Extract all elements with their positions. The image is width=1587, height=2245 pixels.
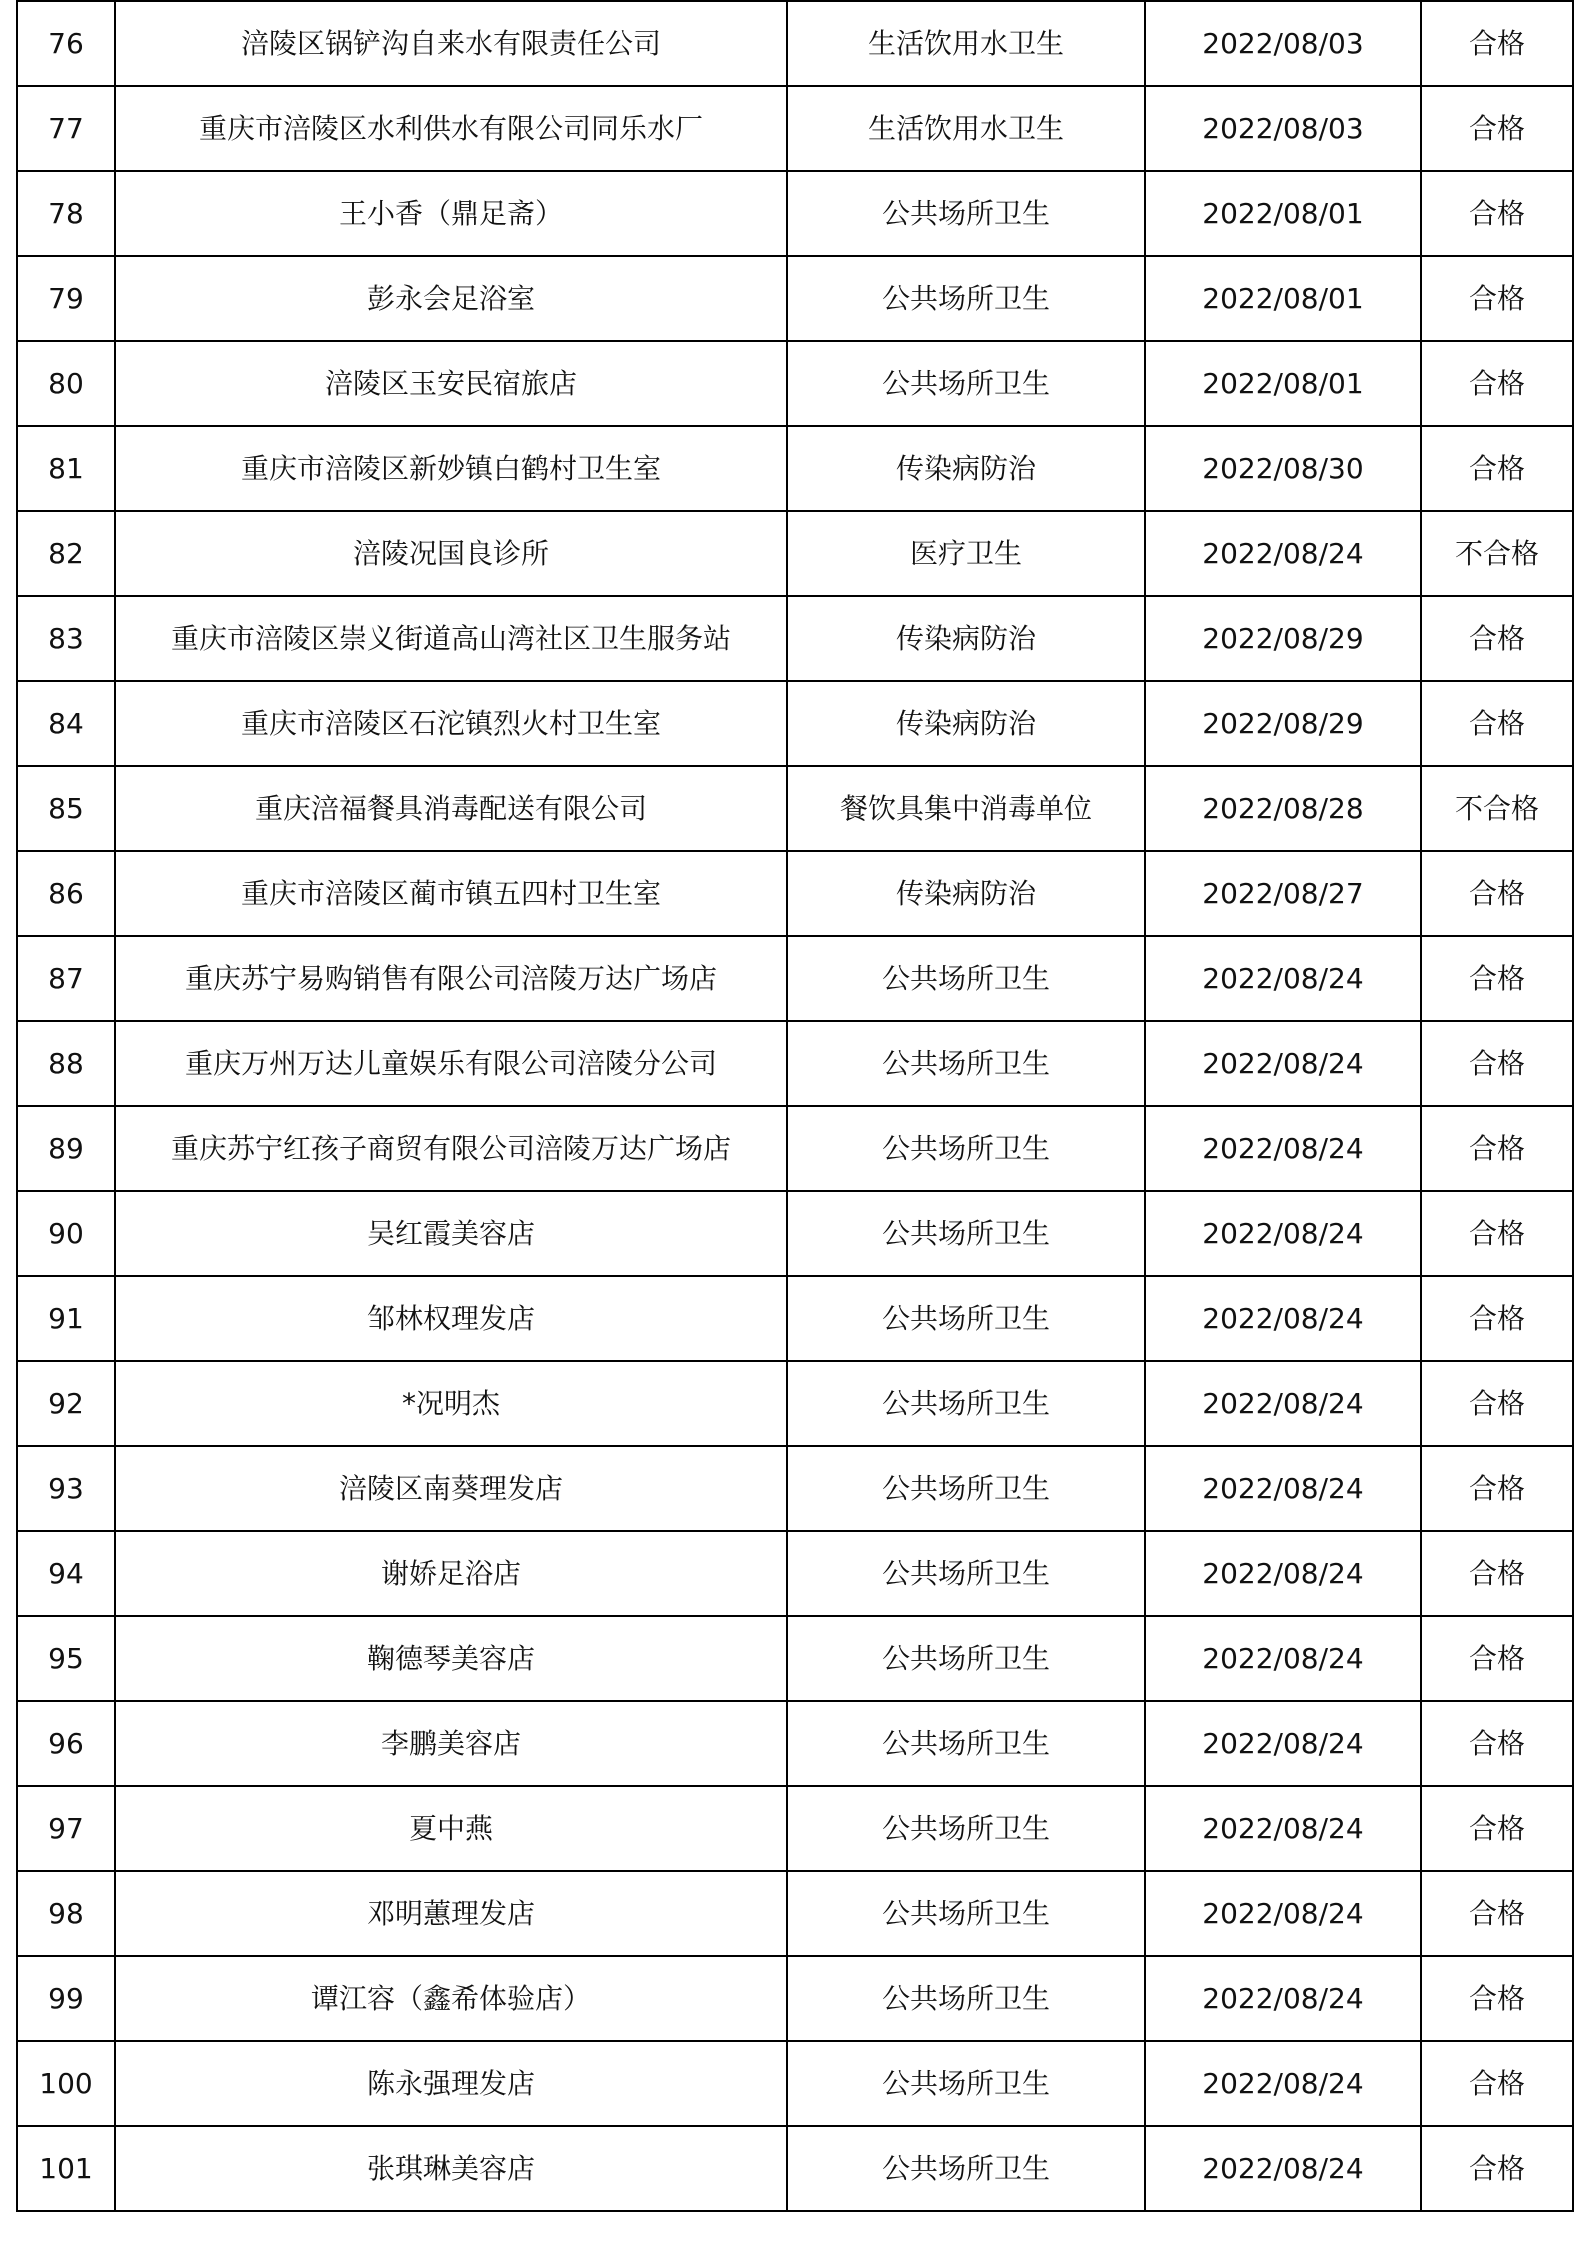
- inspection-date-cell: 2022/08/28: [1145, 766, 1421, 851]
- inspection-type-cell: 生活饮用水卫生: [787, 86, 1145, 171]
- inspection-type-cell: 餐饮具集中消毒单位: [787, 766, 1145, 851]
- table-row: [17, 256, 1573, 341]
- result-cell: 合格: [1421, 851, 1573, 936]
- inspection-type-cell: 公共场所卫生: [787, 1361, 1145, 1446]
- inspection-type-cell: 公共场所卫生: [787, 1531, 1145, 1616]
- table-row: [17, 681, 1573, 766]
- serial-number-cell: 88: [17, 1021, 115, 1106]
- unit-name-cell: 陈永强理发店: [115, 2041, 787, 2126]
- unit-name-cell: 重庆涪福餐具消毒配送有限公司: [115, 766, 787, 851]
- serial-number-cell: 101: [17, 2126, 115, 2211]
- inspection-type-cell: 公共场所卫生: [787, 1701, 1145, 1786]
- result-cell: 不合格: [1421, 766, 1573, 851]
- result-cell: 合格: [1421, 596, 1573, 681]
- inspection-type-cell: 公共场所卫生: [787, 2041, 1145, 2126]
- inspection-type-cell: 公共场所卫生: [787, 341, 1145, 426]
- result-cell: 合格: [1421, 1786, 1573, 1871]
- unit-name-cell: 吴红霞美容店: [115, 1191, 787, 1276]
- serial-number-cell: 84: [17, 681, 115, 766]
- table-row: [17, 1531, 1573, 1616]
- inspection-date-cell: 2022/08/30: [1145, 426, 1421, 511]
- unit-name-cell: 重庆市涪陵区蔺市镇五四村卫生室: [115, 851, 787, 936]
- inspection-date-cell: 2022/08/24: [1145, 1276, 1421, 1361]
- serial-number-cell: 79: [17, 256, 115, 341]
- table-row: [17, 1191, 1573, 1276]
- result-cell: 合格: [1421, 681, 1573, 766]
- table-row: [17, 936, 1573, 1021]
- inspection-date-cell: 2022/08/24: [1145, 1446, 1421, 1531]
- result-cell: 合格: [1421, 1276, 1573, 1361]
- serial-number-cell: 99: [17, 1956, 115, 2041]
- unit-name-cell: 邓明蕙理发店: [115, 1871, 787, 1956]
- table-row: [17, 341, 1573, 426]
- serial-number-cell: 95: [17, 1616, 115, 1701]
- document-page: [16, 0, 1572, 2212]
- table-row: [17, 1616, 1573, 1701]
- inspection-date-cell: 2022/08/29: [1145, 681, 1421, 766]
- table-row: [17, 2041, 1573, 2126]
- result-cell: 合格: [1421, 1191, 1573, 1276]
- unit-name-cell: 李鹏美容店: [115, 1701, 787, 1786]
- result-cell: 合格: [1421, 1, 1573, 86]
- inspection-type-cell: 公共场所卫生: [787, 1106, 1145, 1191]
- serial-number-cell: 92: [17, 1361, 115, 1446]
- inspection-date-cell: 2022/08/03: [1145, 86, 1421, 171]
- serial-number-cell: 80: [17, 341, 115, 426]
- result-cell: 合格: [1421, 1956, 1573, 2041]
- serial-number-cell: 98: [17, 1871, 115, 1956]
- serial-number-cell: 90: [17, 1191, 115, 1276]
- unit-name-cell: 谭江容（鑫希体验店）: [115, 1956, 787, 2041]
- unit-name-cell: 重庆万州万达儿童娱乐有限公司涪陵分公司: [115, 1021, 787, 1106]
- unit-name-cell: 张琪琳美容店: [115, 2126, 787, 2211]
- result-cell: 合格: [1421, 426, 1573, 511]
- inspection-date-cell: 2022/08/24: [1145, 1871, 1421, 1956]
- inspection-date-cell: 2022/08/24: [1145, 936, 1421, 1021]
- inspection-date-cell: 2022/08/24: [1145, 2041, 1421, 2126]
- serial-number-cell: 97: [17, 1786, 115, 1871]
- result-cell: 合格: [1421, 2126, 1573, 2211]
- unit-name-cell: 谢娇足浴店: [115, 1531, 787, 1616]
- unit-name-cell: 王小香（鼎足斋）: [115, 171, 787, 256]
- table-row: [17, 851, 1573, 936]
- unit-name-cell: 重庆市涪陵区水利供水有限公司同乐水厂: [115, 86, 787, 171]
- inspection-date-cell: 2022/08/24: [1145, 1191, 1421, 1276]
- table-row: [17, 1446, 1573, 1531]
- serial-number-cell: 93: [17, 1446, 115, 1531]
- inspection-date-cell: 2022/08/27: [1145, 851, 1421, 936]
- serial-number-cell: 76: [17, 1, 115, 86]
- inspection-type-cell: 公共场所卫生: [787, 936, 1145, 1021]
- inspection-type-cell: 公共场所卫生: [787, 1191, 1145, 1276]
- serial-number-cell: 86: [17, 851, 115, 936]
- table-row: [17, 1106, 1573, 1191]
- inspection-type-cell: 生活饮用水卫生: [787, 1, 1145, 86]
- table-row: [17, 1, 1573, 86]
- table-row: [17, 86, 1573, 171]
- result-cell: 合格: [1421, 1871, 1573, 1956]
- table-row: [17, 766, 1573, 851]
- unit-name-cell: 重庆苏宁红孩子商贸有限公司涪陵万达广场店: [115, 1106, 787, 1191]
- serial-number-cell: 89: [17, 1106, 115, 1191]
- result-cell: 合格: [1421, 1616, 1573, 1701]
- table-row: [17, 171, 1573, 256]
- inspection-type-cell: 传染病防治: [787, 426, 1145, 511]
- result-cell: 合格: [1421, 2041, 1573, 2126]
- inspection-date-cell: 2022/08/24: [1145, 1956, 1421, 2041]
- table-row: [17, 1871, 1573, 1956]
- inspection-date-cell: 2022/08/24: [1145, 1021, 1421, 1106]
- result-cell: 合格: [1421, 1021, 1573, 1106]
- inspection-type-cell: 公共场所卫生: [787, 1871, 1145, 1956]
- table-row: [17, 1701, 1573, 1786]
- inspection-type-cell: 公共场所卫生: [787, 1616, 1145, 1701]
- table-row: [17, 511, 1573, 596]
- result-cell: 合格: [1421, 86, 1573, 171]
- serial-number-cell: 100: [17, 2041, 115, 2126]
- inspection-type-cell: 公共场所卫生: [787, 1276, 1145, 1361]
- serial-number-cell: 83: [17, 596, 115, 681]
- table-row: [17, 596, 1573, 681]
- inspection-type-cell: 公共场所卫生: [787, 1021, 1145, 1106]
- result-cell: 合格: [1421, 1106, 1573, 1191]
- inspection-type-cell: 公共场所卫生: [787, 1786, 1145, 1871]
- table-row: [17, 2126, 1573, 2211]
- serial-number-cell: 82: [17, 511, 115, 596]
- inspection-date-cell: 2022/08/01: [1145, 256, 1421, 341]
- inspection-date-cell: 2022/08/24: [1145, 1786, 1421, 1871]
- inspection-date-cell: 2022/08/24: [1145, 1531, 1421, 1616]
- serial-number-cell: 87: [17, 936, 115, 1021]
- inspection-date-cell: 2022/08/01: [1145, 171, 1421, 256]
- inspection-type-cell: 医疗卫生: [787, 511, 1145, 596]
- table-body: [17, 1, 1573, 2211]
- unit-name-cell: 涪陵区玉安民宿旅店: [115, 341, 787, 426]
- serial-number-cell: 81: [17, 426, 115, 511]
- result-cell: 合格: [1421, 171, 1573, 256]
- inspection-results-table: [16, 0, 1574, 2212]
- table-row: [17, 1956, 1573, 2041]
- unit-name-cell: 重庆苏宁易购销售有限公司涪陵万达广场店: [115, 936, 787, 1021]
- inspection-date-cell: 2022/08/24: [1145, 2126, 1421, 2211]
- unit-name-cell: 重庆市涪陵区新妙镇白鹤村卫生室: [115, 426, 787, 511]
- unit-name-cell: *况明杰: [115, 1361, 787, 1446]
- unit-name-cell: 涪陵区南葵理发店: [115, 1446, 787, 1531]
- table-row: [17, 1361, 1573, 1446]
- result-cell: 合格: [1421, 1531, 1573, 1616]
- unit-name-cell: 重庆市涪陵区石沱镇烈火村卫生室: [115, 681, 787, 766]
- result-cell: 合格: [1421, 341, 1573, 426]
- serial-number-cell: 91: [17, 1276, 115, 1361]
- unit-name-cell: 鞠德琴美容店: [115, 1616, 787, 1701]
- unit-name-cell: 涪陵区锅铲沟自来水有限责任公司: [115, 1, 787, 86]
- unit-name-cell: 邹林权理发店: [115, 1276, 787, 1361]
- serial-number-cell: 94: [17, 1531, 115, 1616]
- unit-name-cell: 重庆市涪陵区崇义街道高山湾社区卫生服务站: [115, 596, 787, 681]
- serial-number-cell: 77: [17, 86, 115, 171]
- inspection-date-cell: 2022/08/29: [1145, 596, 1421, 681]
- result-cell: 合格: [1421, 256, 1573, 341]
- serial-number-cell: 96: [17, 1701, 115, 1786]
- inspection-date-cell: 2022/08/01: [1145, 341, 1421, 426]
- table-row: [17, 426, 1573, 511]
- serial-number-cell: 78: [17, 171, 115, 256]
- unit-name-cell: 涪陵况国良诊所: [115, 511, 787, 596]
- result-cell: 合格: [1421, 1361, 1573, 1446]
- table-row: [17, 1786, 1573, 1871]
- inspection-date-cell: 2022/08/24: [1145, 1106, 1421, 1191]
- inspection-type-cell: 公共场所卫生: [787, 1446, 1145, 1531]
- result-cell: 不合格: [1421, 511, 1573, 596]
- unit-name-cell: 彭永会足浴室: [115, 256, 787, 341]
- unit-name-cell: 夏中燕: [115, 1786, 787, 1871]
- inspection-date-cell: 2022/08/24: [1145, 511, 1421, 596]
- inspection-type-cell: 公共场所卫生: [787, 256, 1145, 341]
- inspection-type-cell: 传染病防治: [787, 851, 1145, 936]
- inspection-date-cell: 2022/08/24: [1145, 1616, 1421, 1701]
- inspection-date-cell: 2022/08/24: [1145, 1701, 1421, 1786]
- inspection-type-cell: 公共场所卫生: [787, 1956, 1145, 2041]
- inspection-type-cell: 传染病防治: [787, 681, 1145, 766]
- table-row: [17, 1021, 1573, 1106]
- inspection-type-cell: 传染病防治: [787, 596, 1145, 681]
- inspection-date-cell: 2022/08/24: [1145, 1361, 1421, 1446]
- result-cell: 合格: [1421, 1446, 1573, 1531]
- result-cell: 合格: [1421, 936, 1573, 1021]
- result-cell: 合格: [1421, 1701, 1573, 1786]
- table-row: [17, 1276, 1573, 1361]
- inspection-type-cell: 公共场所卫生: [787, 171, 1145, 256]
- inspection-date-cell: 2022/08/03: [1145, 1, 1421, 86]
- inspection-type-cell: 公共场所卫生: [787, 2126, 1145, 2211]
- serial-number-cell: 85: [17, 766, 115, 851]
